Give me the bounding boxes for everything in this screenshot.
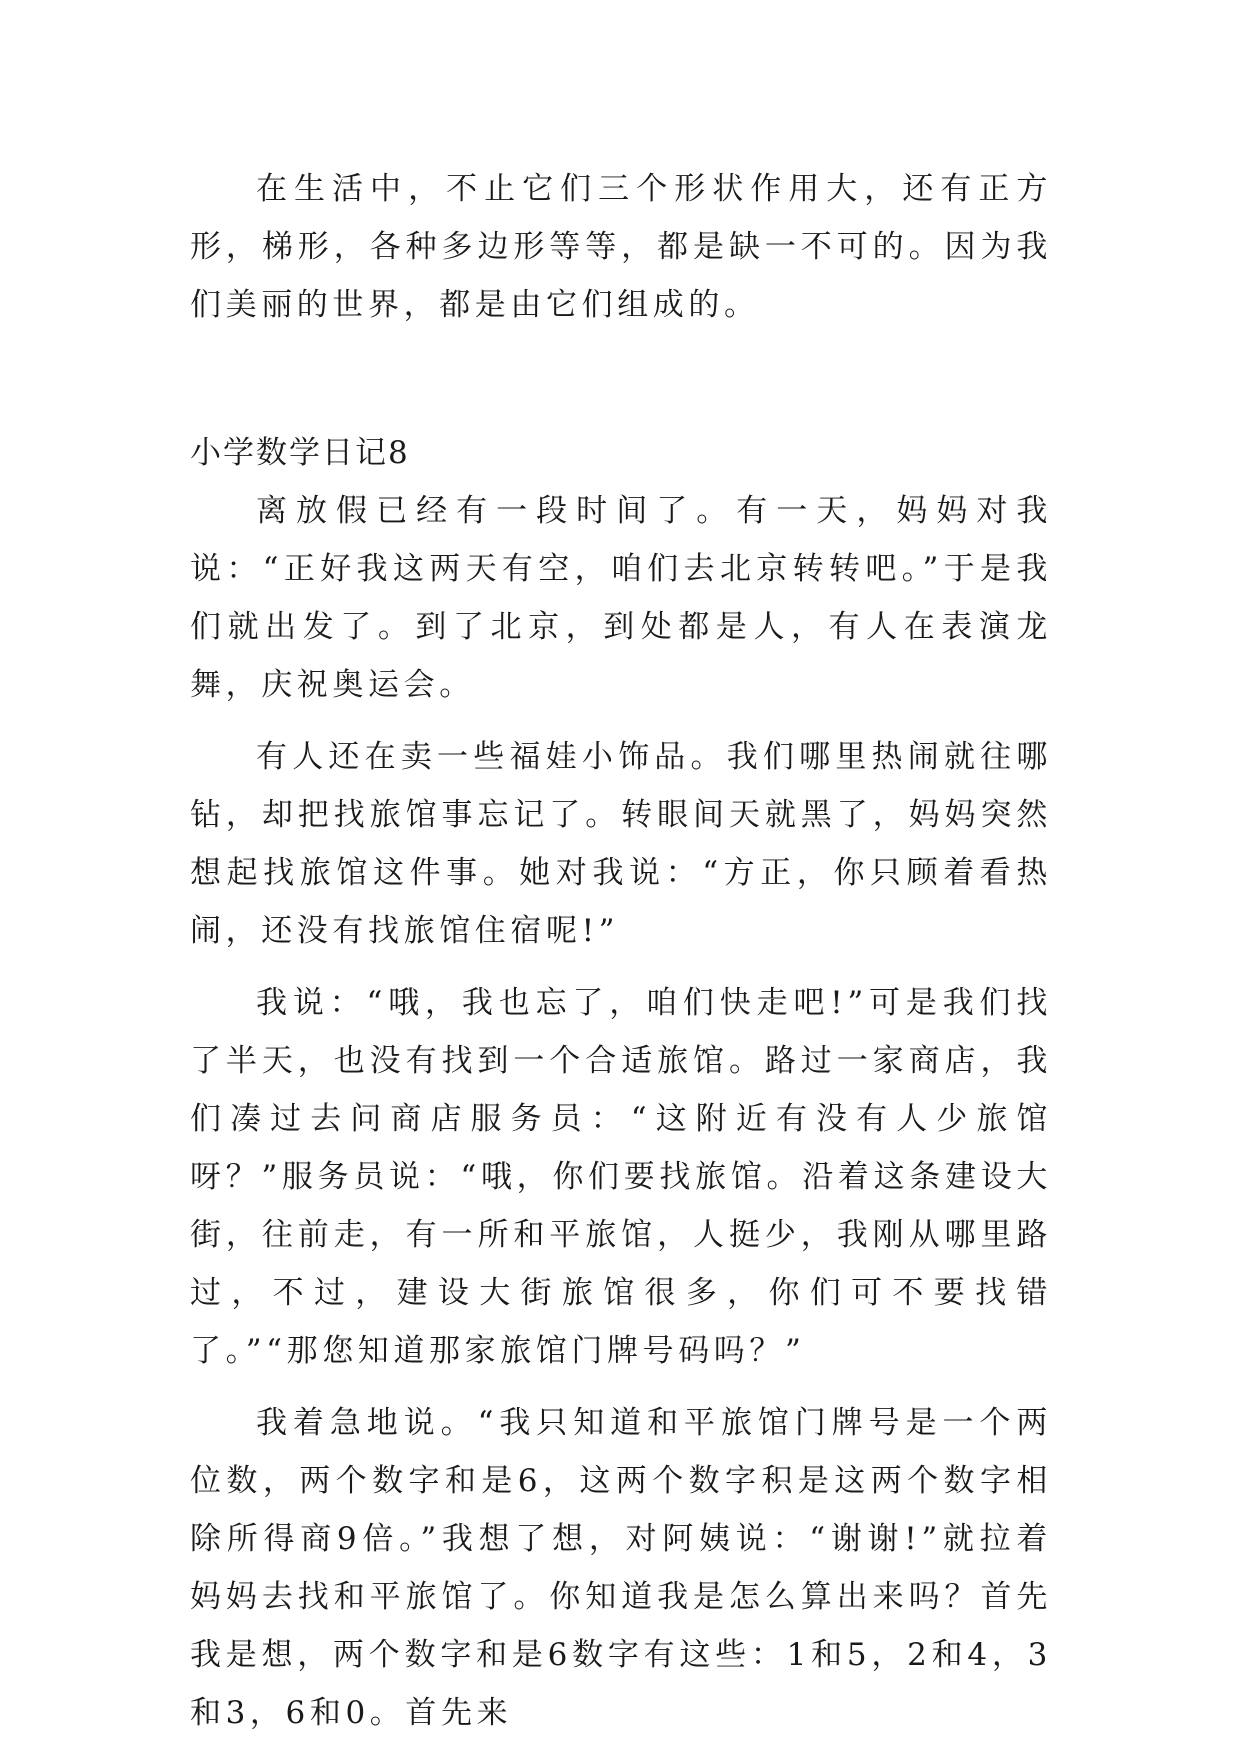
body-paragraph-3: 我说：“哦，我也忘了，咱们快走吧!”可是我们找了半天，也没有找到一个合适旅馆。路过一家商店，我们凑过去问商店服务员：“这附近有没有人少旅馆呀？”服务员说：“哦，你们要找旅馆。沿着这条建设大街，往前走，有一所和平旅馆，人挺少，我刚从哪里路过，不过，建设大街旅馆很多，你们可不要找错了。”“那您知道那家旅馆门牌号码吗？” — [190, 985, 1052, 1369]
document-body — [190, 160, 1052, 1742]
body-paragraph-4: 我着急地说。“我只知道和平旅馆门牌号是一个两位数，两个数字和是6，这两个数字积是这两个数字相除所得商9倍。”我想了想，对阿姨说：“谢谢!”就拉着妈妈去找和平旅馆了。你知道我是怎么算出来吗？首先我是想，两个数字和是6数字有这些：1和5，2和4，3和3，6和0。首先来 — [190, 1405, 1052, 1731]
paragraph-spacer — [190, 960, 1052, 974]
paragraph-spacer — [190, 1380, 1052, 1394]
section-spacer — [190, 334, 1052, 424]
section-title: 小学数学日记8 — [190, 435, 410, 471]
intro-paragraph: 在生活中，不止它们三个形状作用大，还有正方形，梯形，各种多边形等等，都是缺一不可的。因为我们美丽的世界，都是由它们组成的。 — [190, 171, 1052, 323]
body-paragraph-2: 有人还在卖一些福娃小饰品。我们哪里热闹就往哪钻，却把找旅馆事忘记了。转眼间天就黑了，妈妈突然想起找旅馆这件事。她对我说：“方正，你只顾着看热闹，还没有找旅馆住宿呢!” — [190, 739, 1052, 949]
body-paragraph-1: 离放假已经有一段时间了。有一天，妈妈对我说：“正好我这两天有空，咱们去北京转转吧。”于是我们就出发了。到了北京，到处都是人，有人在表演龙舞，庆祝奥运会。 — [190, 493, 1052, 703]
paragraph-spacer — [190, 714, 1052, 728]
